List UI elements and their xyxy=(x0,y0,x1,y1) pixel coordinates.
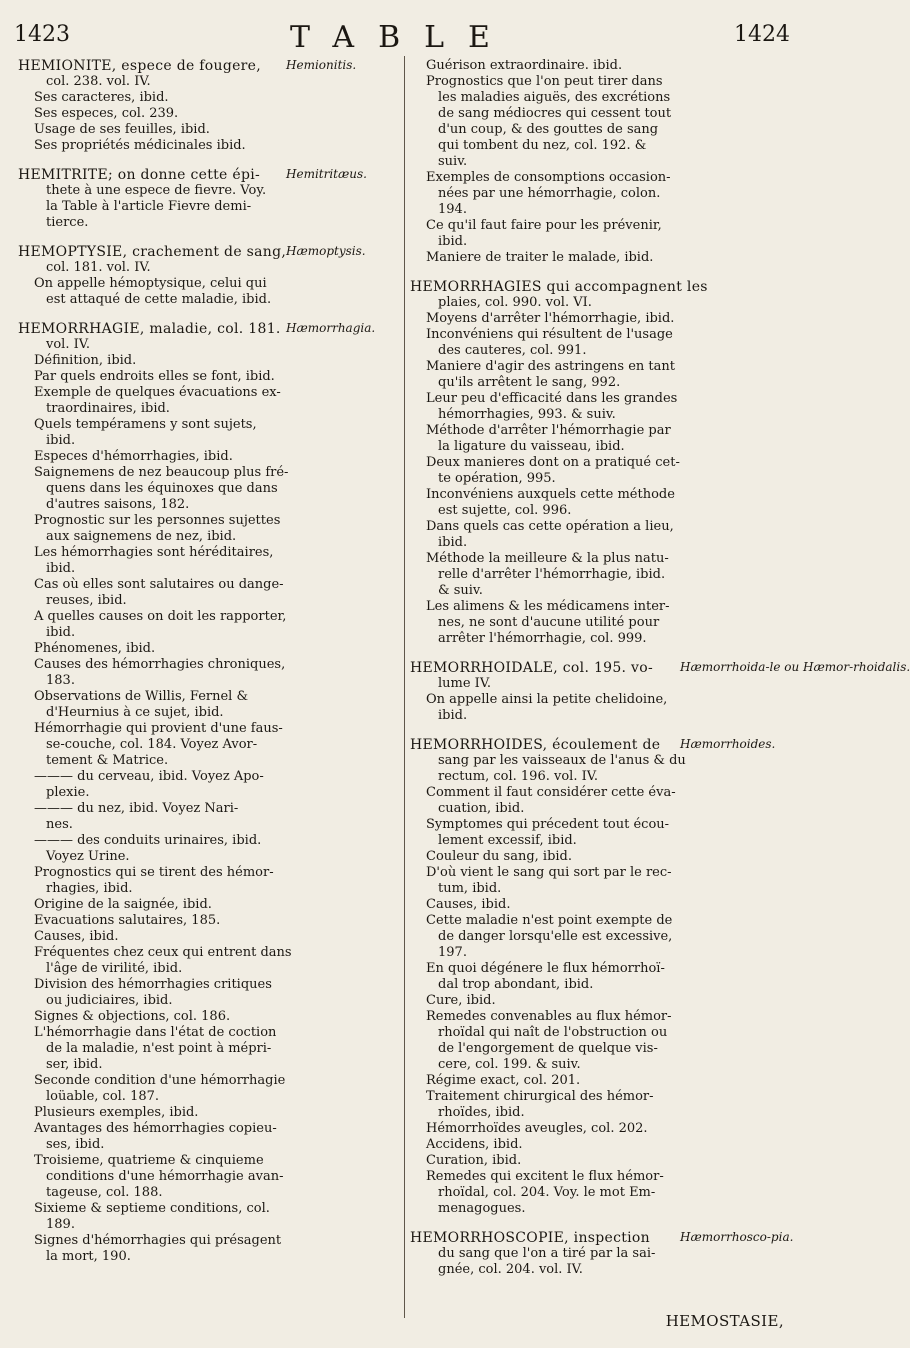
entry-line: nes, ne sont d'aucune utilité pour xyxy=(438,615,660,630)
entry-line: Maniere de traiter le malade, ibid. xyxy=(426,250,654,265)
entry-line: Méthode d'arrêter l'hémorrhagie par xyxy=(426,423,671,438)
entry-line: les maladies aiguës, des excrétions xyxy=(438,90,671,105)
entry-line: d'un coup, & des gouttes de sang xyxy=(438,122,659,137)
entry-line: Inconvéniens auxquels cette méthode xyxy=(426,487,675,502)
entry-line: Exemples de consomptions occasion- xyxy=(426,170,671,185)
entry-line: rectum, col. 196. vol. IV. xyxy=(438,769,598,784)
entry-line: ses, ibid. xyxy=(46,1137,105,1152)
entry-line: des cauteres, col. 991. xyxy=(438,343,587,358)
entry-line: Maniere d'agir des astringens en tant xyxy=(426,359,675,374)
entry-line: Quels tempéramens y sont sujets, xyxy=(34,417,257,432)
entry-line: Usage de ses feuilles, ibid. xyxy=(34,122,210,137)
index-entry xyxy=(410,1230,792,1278)
entry-line: Deux manieres dont on a pratiqué cet- xyxy=(426,455,680,470)
entry-line: de sang médiocres qui cessent tout xyxy=(438,106,672,121)
index-entry xyxy=(18,167,402,231)
entry-line: gnée, col. 204. vol. IV. xyxy=(438,1262,583,1277)
entry-line: Causes, ibid. xyxy=(426,897,511,912)
entry-line: lume IV. xyxy=(438,676,492,691)
entry-line: Prognostics qui se tirent des hémor- xyxy=(34,865,274,880)
entry-line: Inconvéniens qui résultent de l'usage xyxy=(426,327,673,342)
entry-line: Avantages des hémorrhagies copieu- xyxy=(34,1121,277,1136)
entry-line: plaies, col. 990. vol. VI. xyxy=(438,295,592,310)
column-divider xyxy=(404,56,405,1318)
entry-line: 189. xyxy=(46,1217,75,1232)
entry-line: la Table à l'article Fievre demi- xyxy=(46,199,252,214)
entry-line: A quelles causes on doit les rapporter, xyxy=(34,609,287,624)
entry-line: plexie. xyxy=(46,785,90,800)
entry-line: du sang que l'on a tiré par la sai- xyxy=(438,1246,656,1261)
entry-line: l'âge de virilité, ibid. xyxy=(46,961,183,976)
entry-line: Cette maladie n'est point exempte de xyxy=(426,913,673,928)
entry-line: Les hémorrhagies sont héréditaires, xyxy=(34,545,274,560)
right-column xyxy=(410,58,910,1278)
entry-line: Cure, ibid. xyxy=(426,993,496,1008)
entry-line: de la maladie, n'est point à mépri- xyxy=(46,1041,272,1056)
entry-line: loüable, col. 187. xyxy=(46,1089,160,1104)
entry-line: Remedes qui excitent le flux hémor- xyxy=(426,1169,664,1184)
entry-line: d'Heurnius à ce sujet, ibid. xyxy=(46,705,224,720)
entry-line: reuses, ibid. xyxy=(46,593,127,608)
entry-line: Exemple de quelques évacuations ex- xyxy=(34,385,281,400)
page-number-right: 1424 xyxy=(734,22,790,47)
entry-line: Phénomenes, ibid. xyxy=(34,641,156,656)
latin-term: Hæmoptysis. xyxy=(286,244,366,258)
entry-line: se-couche, col. 184. Voyez Avor- xyxy=(46,737,258,752)
page-header xyxy=(14,22,790,58)
latin-term: Hemionitis. xyxy=(286,58,357,72)
entry-line: Hémorrhoïdes aveugles, col. 202. xyxy=(426,1121,648,1136)
entry-line: la ligature du vaisseau, ibid. xyxy=(438,439,625,454)
entry-line: D'où vient le sang qui sort par le rec- xyxy=(426,865,672,880)
entry-line: Curation, ibid. xyxy=(426,1153,522,1168)
entry-line: Origine de la saignée, ibid. xyxy=(34,897,212,912)
entry-line: Définition, ibid. xyxy=(34,353,137,368)
entry-line: On appelle ainsi la petite chelidoine, xyxy=(426,692,668,707)
page-number-left: 1423 xyxy=(14,22,70,47)
entry-heading: HEMORRHOSCOPIE, inspection xyxy=(410,1230,650,1246)
index-entry xyxy=(18,58,402,154)
entry-line: de l'engorgement de quelque vis- xyxy=(438,1041,658,1056)
latin-term: Hemitritæus. xyxy=(286,167,367,181)
entry-heading: HEMORRHOIDALE, col. 195. vo- xyxy=(410,660,654,676)
entry-line: Par quels endroits elles se font, ibid. xyxy=(34,369,275,384)
entry-line: col. 181. vol. IV. xyxy=(46,260,151,275)
entry-line: ibid. xyxy=(438,708,468,723)
entry-line: la mort, 190. xyxy=(46,1249,131,1264)
index-entry xyxy=(18,244,402,308)
entry-line: tageuse, col. 188. xyxy=(46,1185,163,1200)
entry-line: ——— du nez, ibid. Voyez Nari- xyxy=(34,801,239,816)
entry-line: ser, ibid. xyxy=(46,1057,103,1072)
entry-line: En quoi dégénere le flux hémorrhoï- xyxy=(426,961,665,976)
entry-line: rhoïdal, col. 204. Voy. le mot Em- xyxy=(438,1185,656,1200)
entry-line: tement & Matrice. xyxy=(46,753,169,768)
entry-line: qui tombent du nez, col. 192. & xyxy=(438,138,647,153)
latin-term: Hæmorrhosco-pia. xyxy=(680,1230,794,1244)
entry-line: suiv. xyxy=(438,154,468,169)
entry-line: tum, ibid. xyxy=(438,881,502,896)
entry-line: rhoïdal qui naît de l'obstruction ou xyxy=(438,1025,668,1040)
entry-line: ibid. xyxy=(46,433,76,448)
entry-line: lement excessif, ibid. xyxy=(438,833,577,848)
entry-line: Sixieme & septieme conditions, col. xyxy=(34,1201,270,1216)
entry-line: cuation, ibid. xyxy=(438,801,525,816)
page-title: TABLE xyxy=(290,20,514,55)
entry-line: qu'ils arrêtent le sang, 992. xyxy=(438,375,621,390)
catchword: HEMOSTASIE, xyxy=(665,1312,784,1330)
entry-line: ibid. xyxy=(438,234,468,249)
entry-line: 194. xyxy=(438,202,467,217)
entry-line: Remedes convenables au flux hémor- xyxy=(426,1009,672,1024)
entry-line: ibid. xyxy=(46,561,76,576)
entry-line: nes. xyxy=(46,817,73,832)
entry-line: tierce. xyxy=(46,215,89,230)
entry-line: menagogues. xyxy=(438,1201,526,1216)
entry-line: col. 238. vol. IV. xyxy=(46,74,151,89)
index-entry xyxy=(410,279,792,647)
entry-heading: HEMOPTYSIE, crachement de sang, xyxy=(18,244,287,260)
entry-line: arrêter l'hémorrhagie, col. 999. xyxy=(438,631,647,646)
entry-line: traordinaires, ibid. xyxy=(46,401,170,416)
entry-line: conditions d'une hémorrhagie avan- xyxy=(46,1169,284,1184)
latin-term: Hæmorrhagia. xyxy=(286,321,376,335)
entry-line: Especes d'hémorrhagies, ibid. xyxy=(34,449,233,464)
entry-line: Causes, ibid. xyxy=(34,929,119,944)
entry-line: Dans quels cas cette opération a lieu, xyxy=(426,519,674,534)
entry-line: Division des hémorrhagies critiques xyxy=(34,977,272,992)
entry-line: Guérison extraordinaire. ibid. xyxy=(426,58,623,73)
entry-line: aux saignemens de nez, ibid. xyxy=(46,529,237,544)
entry-line: ——— des conduits urinaires, ibid. xyxy=(34,833,262,848)
entry-line: Leur peu d'efficacité dans les grandes xyxy=(426,391,678,406)
entry-line: Comment il faut considérer cette éva- xyxy=(426,785,676,800)
entry-line: hémorrhagies, 993. & suiv. xyxy=(438,407,616,422)
latin-term: Hæmorrhoides. xyxy=(680,737,776,751)
index-entry xyxy=(410,58,792,266)
entry-line: Prognostic sur les personnes sujettes xyxy=(34,513,281,528)
entry-line: Prognostics que l'on peut tirer dans xyxy=(426,74,663,89)
entry-line: quens dans les équinoxes que dans xyxy=(46,481,278,496)
entry-line: ibid. xyxy=(438,535,468,550)
entry-line: Ses especes, col. 239. xyxy=(34,106,179,121)
entry-line: Ses propriétés médicinales ibid. xyxy=(34,138,246,153)
entry-line: de danger lorsqu'elle est excessive, xyxy=(438,929,673,944)
entry-line: Cas où elles sont salutaires ou dange- xyxy=(34,577,284,592)
entry-line: Signes & objections, col. 186. xyxy=(34,1009,231,1024)
entry-line: nées par une hémorrhagie, colon. xyxy=(438,186,661,201)
entry-line: 183. xyxy=(46,673,75,688)
entry-line: Observations de Willis, Fernel & xyxy=(34,689,249,704)
entry-line: Evacuations salutaires, 185. xyxy=(34,913,221,928)
entry-heading: HEMORRHOIDES, écoulement de xyxy=(410,737,661,753)
entry-line: cere, col. 199. & suiv. xyxy=(438,1057,581,1072)
entry-line: Troisieme, quatrieme & cinquieme xyxy=(34,1153,264,1168)
entry-line: Seconde condition d'une hémorrhagie xyxy=(34,1073,286,1088)
entry-line: Couleur du sang, ibid. xyxy=(426,849,573,864)
entry-line: rhoïdes, ibid. xyxy=(438,1105,525,1120)
entry-line: & suiv. xyxy=(438,583,483,598)
entry-heading: HEMIONITE, espece de fougere, xyxy=(18,58,262,74)
entry-line: Moyens d'arrêter l'hémorrhagie, ibid. xyxy=(426,311,675,326)
entry-line: est attaqué de cette maladie, ibid. xyxy=(46,292,272,307)
index-entry xyxy=(410,660,910,724)
entry-line: L'hémorrhagie dans l'état de coction xyxy=(34,1025,277,1040)
entry-line: dal trop abondant, ibid. xyxy=(438,977,594,992)
entry-heading: HEMORRHAGIES qui accompagnent les xyxy=(410,279,708,295)
entry-line: rhagies, ibid. xyxy=(46,881,133,896)
entry-line: 197. xyxy=(438,945,467,960)
entry-line: On appelle hémoptysique, celui qui xyxy=(34,276,267,291)
entry-line: Causes des hémorrhagies chroniques, xyxy=(34,657,286,672)
entry-line: Régime exact, col. 201. xyxy=(426,1073,581,1088)
latin-term: Hæmorrhoida-le ou Hæmor-rhoidalis. xyxy=(680,660,910,674)
index-entry xyxy=(410,737,792,1217)
entry-line: sang par les vaisseaux de l'anus & du xyxy=(438,753,686,768)
entry-line: Ce qu'il faut faire pour les prévenir, xyxy=(426,218,662,233)
entry-line: ibid. xyxy=(46,625,76,640)
entry-line: te opération, 995. xyxy=(438,471,556,486)
entry-line: Accidens, ibid. xyxy=(426,1137,523,1152)
entry-line: vol. IV. xyxy=(46,337,90,352)
entry-line: ——— du cerveau, ibid. Voyez Apo- xyxy=(34,769,264,784)
entry-line: relle d'arrêter l'hémorrhagie, ibid. xyxy=(438,567,666,582)
entry-line: est sujette, col. 996. xyxy=(438,503,572,518)
entry-line: thete à une espece de fievre. Voy. xyxy=(46,183,267,198)
entry-line: ou judiciaires, ibid. xyxy=(46,993,173,1008)
entry-line: Hémorrhagie qui provient d'une faus- xyxy=(34,721,283,736)
entry-heading: HEMORRHAGIE, maladie, col. 181. xyxy=(18,321,281,337)
index-entry xyxy=(18,321,402,1265)
entry-line: Ses caracteres, ibid. xyxy=(34,90,169,105)
entry-line: Symptomes qui précedent tout écou- xyxy=(426,817,670,832)
left-column xyxy=(18,58,402,1265)
entry-line: Fréquentes chez ceux qui entrent dans xyxy=(34,945,292,960)
entry-line: Plusieurs exemples, ibid. xyxy=(34,1105,199,1120)
entry-line: Les alimens & les médicamens inter- xyxy=(426,599,670,614)
entry-line: Méthode la meilleure & la plus natu- xyxy=(426,551,669,566)
entry-line: Saignemens de nez beaucoup plus fré- xyxy=(34,465,289,480)
entry-heading: HEMITRITE; on donne cette épi- xyxy=(18,167,261,183)
entry-line: d'autres saisons, 182. xyxy=(46,497,190,512)
entry-line: Signes d'hémorrhagies qui présagent xyxy=(34,1233,282,1248)
entry-line: Voyez Urine. xyxy=(46,849,130,864)
entry-line: Traitement chirurgical des hémor- xyxy=(426,1089,654,1104)
